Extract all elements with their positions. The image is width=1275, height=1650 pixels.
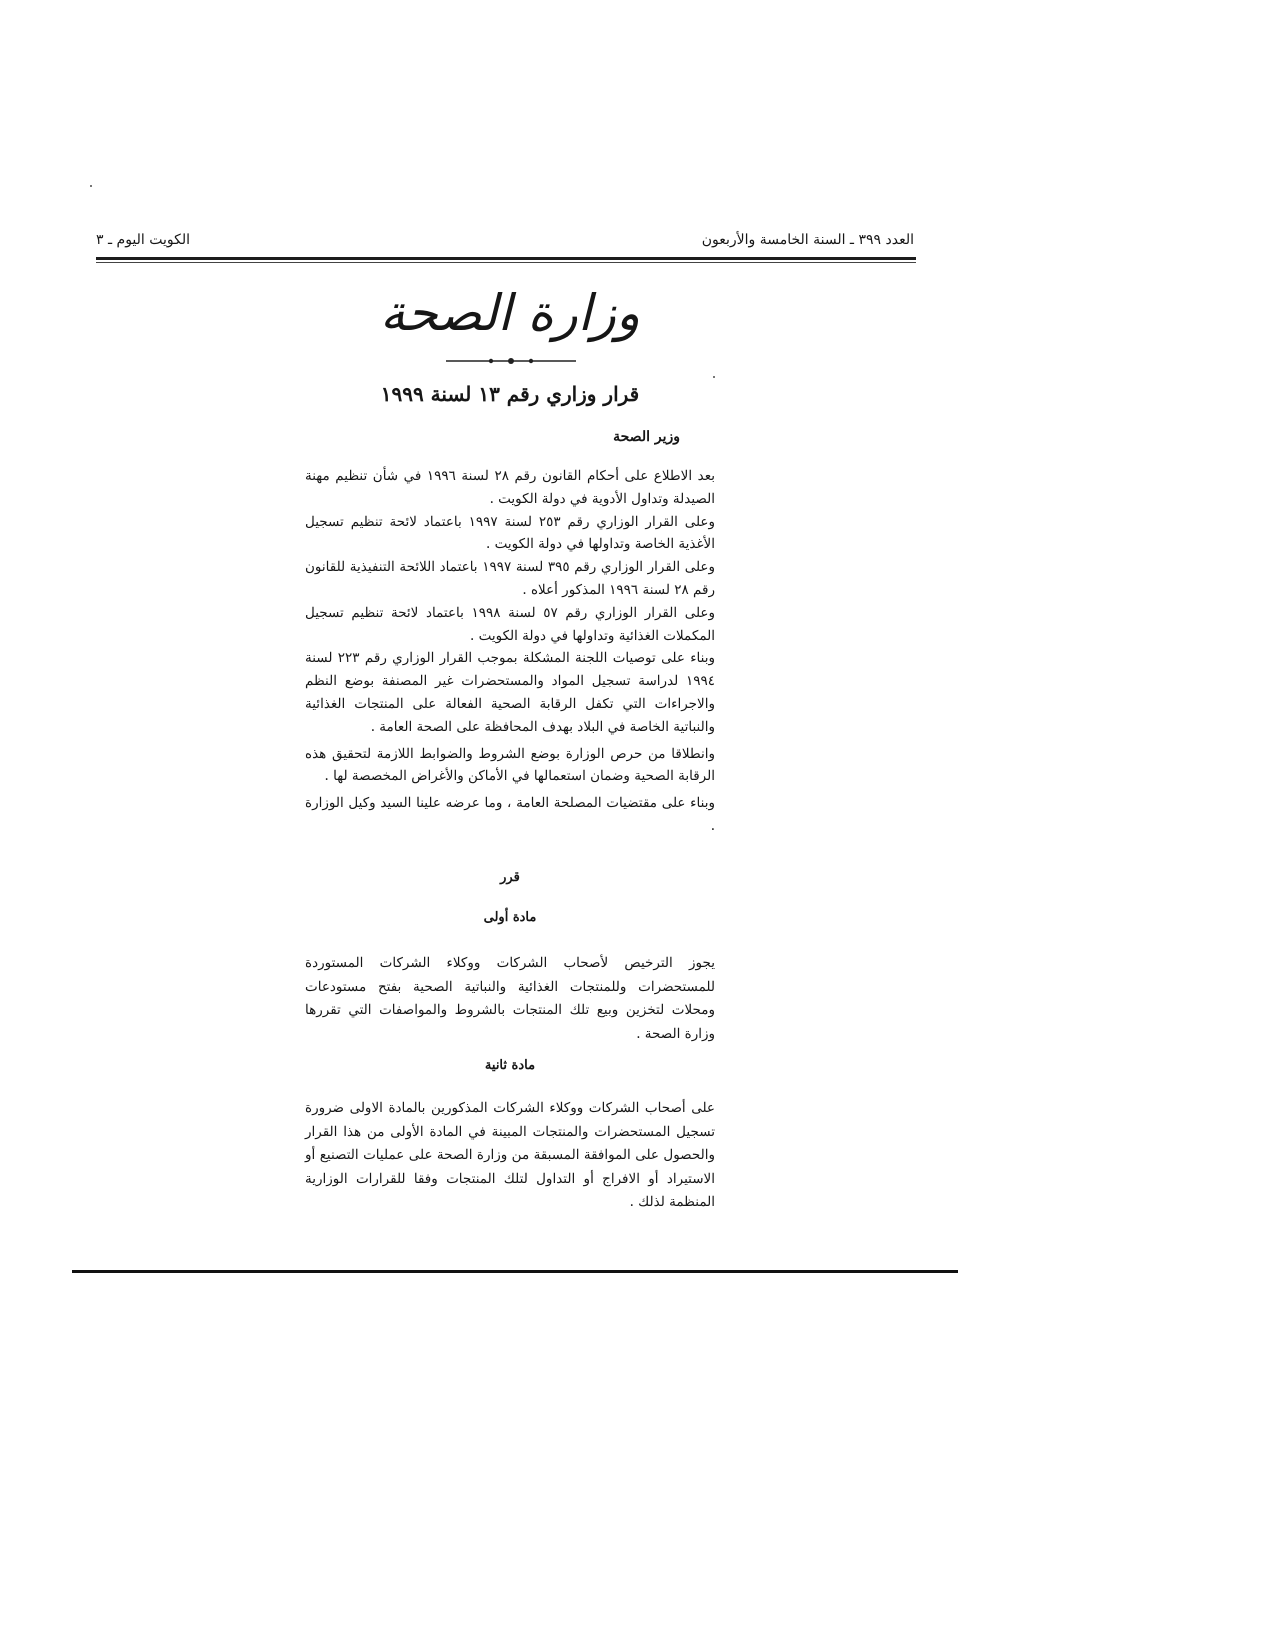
preamble-paragraph: وعلى القرار الوزاري رقم ٣٩٥ لسنة ١٩٩٧ باعتماد اللائحة التنفيذية للقانون رقم ٢٨ لسنة ١٩٩٦ المذكور أعلاه . (305, 559, 715, 598)
header-rule (96, 257, 916, 260)
decides-heading: قرر (500, 870, 520, 885)
preamble-paragraph: وعلى القرار الوزاري رقم ٢٥٣ لسنة ١٩٩٧ باعتماد لائحة تنظيم تسجيل الأغذية الخاصة وتداولها في دولة الكويت . (305, 513, 716, 553)
scan-speck (90, 185, 92, 187)
ministry-logo: وزارة الصحة (380, 284, 640, 342)
header-paper: الكويت اليوم ـ ٣ (96, 232, 191, 248)
article2-text: على أصحاب الشركات ووكلاء الشركات المذكورين بالمادة الاولى ضرورة تسجيل المستحضرات والمنتجات المبينة في المادة الأولى من هذا القرار والحصول على الموافقة المسبقة من وزارة الصحة على عمليات التصنيع أو الاستيراد أو الافراج أو التداول لتلك المنتجات وفقا للقرارات الوزارية المنظمة لذلك . (305, 1100, 715, 1210)
preamble-paragraph: وانطلاقا من حرص الوزارة بوضع الشروط والضوابط اللازمة لتحقيق هذه الرقابة الصحية وضمان استعمالها في الأماكن والأغراض المخصصة لها . (305, 745, 715, 785)
article1-title: مادة أولى (483, 910, 537, 925)
preamble-paragraph: وبناء على توصيات اللجنة المشكلة بموجب القرار الوزاري رقم ٢٢٣ لسنة ١٩٩٤ لدراسة تسجيل المواد والمستحضرات غير المصنفة بوضع النظم والاجراءات التي تكفل الرقابة الصحية الفعالة على المنتجات الغذائية والنباتية الخاصة في البلاد بهدف المحافظة على الصحة العامة . (305, 650, 716, 735)
article2-body (305, 1097, 715, 1215)
preamble-paragraph: وبناء على مقتضيات المصلحة العامة ، وما عرضه علينا السيد وكيل الوزارة . (305, 795, 715, 834)
article2-title: مادة ثانية (484, 1058, 536, 1073)
preamble (305, 465, 715, 838)
article1-text: يجوز الترخيص لأصحاب الشركات ووكلاء الشركات المستوردة للمستحضرات وللمنتجات الغذائية والنباتية الصحية بفتح مستودعات ومحلات لتخزين وبيع تلك المنتجات بالشروط والمواصفات التي تقررها وزارة الصحة . (305, 955, 715, 1042)
header-rule-thin (96, 262, 916, 263)
decree-title: قرار وزاري رقم ١٣ لسنة ١٩٩٩ (380, 382, 640, 406)
footer-rule (72, 1270, 958, 1273)
header-issue: العدد ٣٩٩ ـ السنة الخامسة والأربعون (701, 232, 914, 248)
scan-speck (713, 376, 715, 378)
preamble-paragraph: وعلى القرار الوزاري رقم ٥٧ لسنة ١٩٩٨ باعتماد لائحة تنظيم تسجيل المكملات الغذائية وتداولها في دولة الكويت . (305, 604, 715, 644)
ornament-divider (446, 357, 576, 365)
minister-heading: وزير الصحة (613, 429, 680, 445)
article1-body (305, 952, 715, 1046)
preamble-paragraph: بعد الاطلاع على أحكام القانون رقم ٢٨ لسنة ١٩٩٦ في شأن تنظيم مهنة الصيدلة وتداول الأدوية في دولة الكويت . (305, 468, 715, 507)
